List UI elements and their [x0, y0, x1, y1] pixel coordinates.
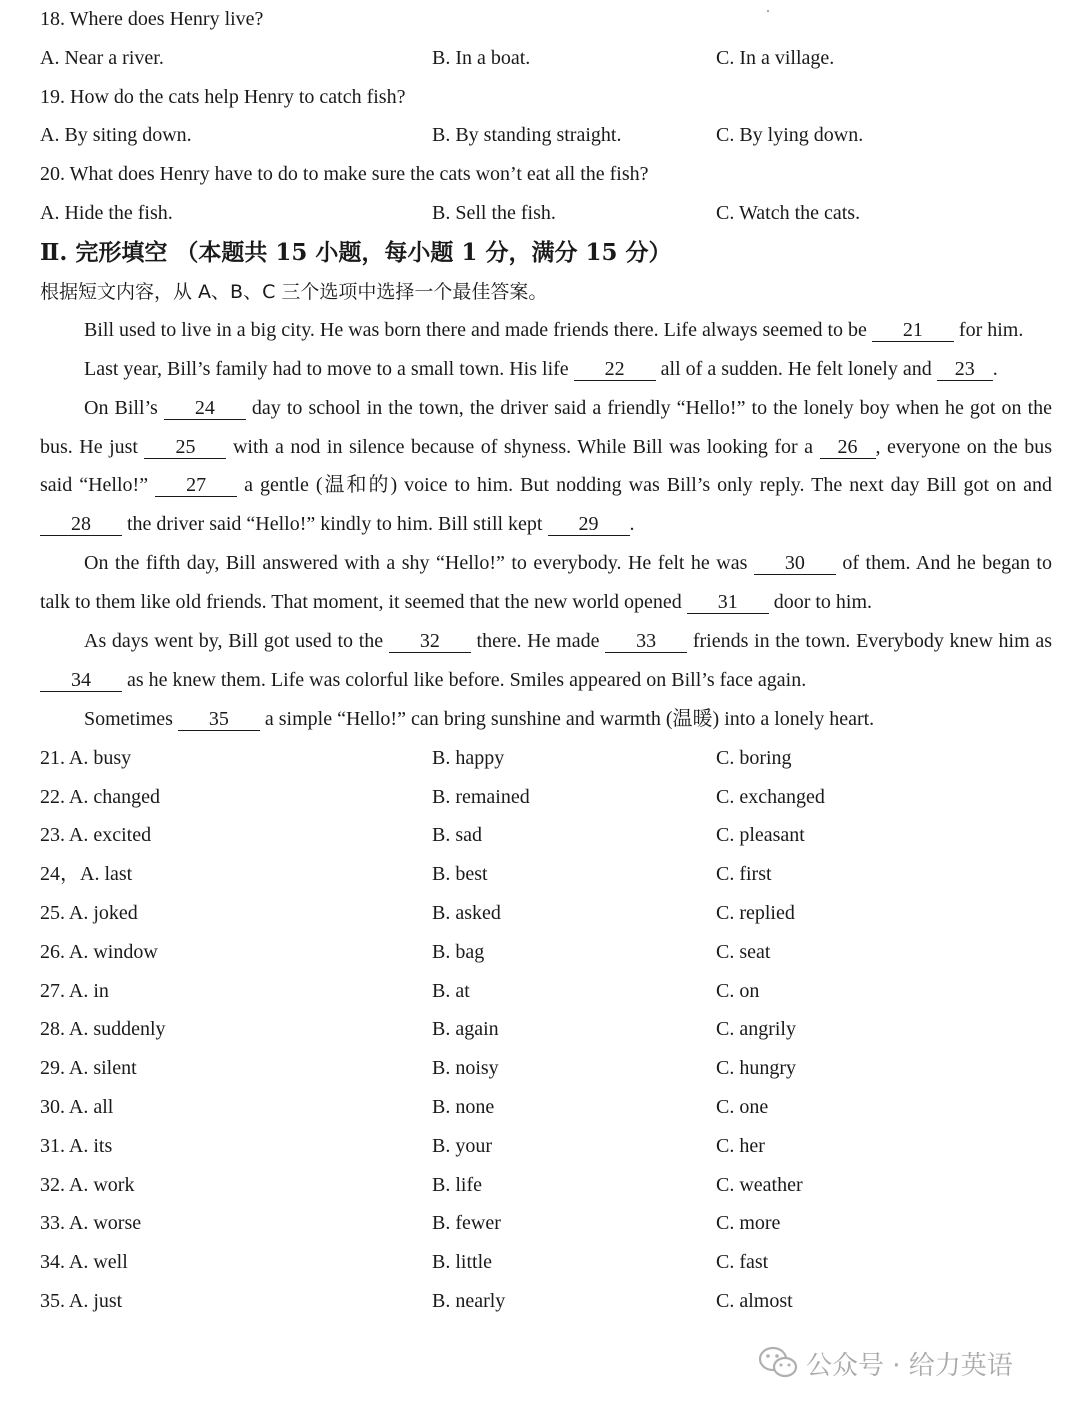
options-row: [40, 816, 1052, 855]
blank-21: 21: [872, 319, 954, 342]
option-c: C. seat: [716, 940, 771, 963]
option-a: 35. A. just: [40, 1289, 123, 1312]
option-c: C. angrily: [716, 1018, 796, 1041]
options-row: [40, 894, 1052, 933]
passage-text: day to school in the town, the driver said a friendly “Hello!” to the lonely boy when he got on the bus. He just: [40, 396, 1053, 458]
option-c: C. replied: [716, 901, 795, 924]
options-row: [40, 194, 1052, 233]
blank-24: 24: [164, 397, 246, 420]
passage-text: as he knew them. Life was colorful like before. Smiles appeared on Bill’s face again.: [122, 668, 807, 691]
blank-25: 25: [144, 436, 226, 459]
options-row: [40, 855, 1052, 894]
option-c: C. By lying down.: [716, 124, 864, 147]
options-row: [40, 933, 1052, 972]
options-row: [40, 1127, 1052, 1166]
section-title: Ⅱ. 完形填空 （本题共 15 小题，每小题 1 分，满分 15 分）: [40, 238, 672, 266]
option-a: A. Hide the fish.: [40, 201, 173, 224]
options-row: [40, 1010, 1052, 1049]
option-c: C. exchanged: [716, 785, 825, 808]
options-row: [40, 1243, 1052, 1282]
blank-28: 28: [40, 513, 122, 536]
option-a: A. Near a river.: [40, 46, 164, 69]
option-b: B. By standing straight.: [432, 124, 622, 147]
options-row: [40, 39, 1052, 78]
passage-text: As days went by, Bill got used to the: [84, 630, 389, 653]
options-row: [40, 778, 1052, 817]
question-stem: 20. What does Henry have to do to make sure the cats won’t eat all the fish?: [40, 163, 649, 186]
option-b: B. In a boat.: [432, 46, 531, 69]
listening-questions: [40, 0, 1052, 233]
passage-text: , everyone on the bus said “Hello!”: [40, 435, 1052, 497]
passage-text: Last year, Bill’s family had to move to a small town. His life: [84, 357, 574, 380]
option-a: 25. A. joked: [40, 901, 138, 924]
option-a: 31. A. its: [40, 1134, 113, 1157]
option-b: B. little: [432, 1251, 492, 1274]
option-a: 29. A. silent: [40, 1057, 137, 1080]
options-row: [40, 1282, 1052, 1321]
blank-29: 29: [548, 513, 630, 536]
passage-text: for him.: [953, 318, 1024, 341]
option-a: 21. A. busy: [40, 746, 132, 769]
wechat-icon: [758, 1346, 798, 1380]
blank-32: 32: [389, 630, 471, 653]
blank-23: 23: [937, 358, 993, 381]
passage-text: Sometimes: [84, 707, 178, 730]
options-row: [40, 116, 1052, 155]
option-a: 28. A. suddenly: [40, 1018, 166, 1041]
blank-31: 31: [687, 591, 769, 614]
option-b: B. life: [432, 1173, 482, 1196]
options-row: [40, 1049, 1052, 1088]
passage-paragraph: [40, 389, 1052, 545]
passage-text: door to him.: [768, 591, 873, 614]
watermark-text: 公众号 · 给力英语: [806, 1350, 1013, 1381]
options-row: [40, 739, 1052, 778]
watermark: [758, 1340, 1013, 1386]
blank-26: 26: [820, 436, 876, 459]
blank-35: 35: [178, 708, 260, 731]
option-b: B. Sell the fish.: [432, 201, 556, 224]
blank-22: 22: [574, 358, 656, 381]
question-stem: 19. How do the cats help Henry to catch fish?: [40, 85, 406, 108]
option-b: B. happy: [432, 746, 505, 769]
option-c: C. weather: [716, 1173, 803, 1196]
option-b: B. fewer: [432, 1212, 501, 1235]
options-row: [40, 972, 1052, 1011]
option-b: B. again: [432, 1018, 499, 1041]
passage-text: all of a sudden. He felt lonely and: [655, 357, 937, 380]
option-a: 34. A. well: [40, 1251, 128, 1274]
exam-page: [40, 0, 1052, 1321]
passage-paragraph: [40, 311, 1052, 350]
option-a: A. By siting down.: [40, 124, 192, 147]
passage-text: with a nod in silence because of shyness. While Bill was looking for a: [226, 435, 820, 458]
option-a: 32. A. work: [40, 1173, 135, 1196]
option-a: 22. A. changed: [40, 785, 160, 808]
option-a: 23. A. excited: [40, 824, 152, 847]
passage-text: On Bill’s: [84, 396, 164, 419]
blank-33: 33: [605, 630, 687, 653]
passage-paragraph: [40, 544, 1052, 622]
section-instruction: 根据短文内容，从 A、B、C 三个选项中选择一个最佳答案。: [40, 280, 548, 303]
passage-text: a simple “Hello!” can bring sunshine and warmth (温暖) into a lonely heart.: [259, 707, 875, 730]
option-b: B. sad: [432, 824, 482, 847]
passage-text: a gentle (温和的) voice to him. But nodding was Bill’s only reply. The next day Bill got on and: [237, 474, 1052, 497]
passage-paragraph: [40, 622, 1052, 700]
option-c: C. boring: [716, 746, 792, 769]
option-c: C. hungry: [716, 1057, 796, 1080]
option-b: B. nearly: [432, 1289, 506, 1312]
answer-options-list: [40, 739, 1052, 1321]
option-b: B. at: [432, 979, 470, 1002]
option-b: B. remained: [432, 785, 530, 808]
option-b: B. asked: [432, 901, 501, 924]
option-c: C. In a village.: [716, 46, 835, 69]
passage-text: .: [992, 357, 998, 380]
option-b: B. bag: [432, 940, 485, 963]
blank-34: 34: [40, 669, 122, 692]
option-c: C. fast: [716, 1251, 769, 1274]
cloze-passage: [40, 311, 1052, 739]
option-a: 26. A. window: [40, 940, 158, 963]
option-b: B. your: [432, 1134, 492, 1157]
option-b: B. best: [432, 863, 488, 886]
passage-text: On the fifth day, Bill answered with a shy “Hello!” to everybody. He felt he was: [84, 552, 754, 575]
option-b: B. none: [432, 1095, 495, 1118]
passage-text: of them. And he began to talk to them like old friends. That moment, it seemed that the new world opened: [40, 552, 1052, 614]
passage-paragraph: [40, 350, 1052, 389]
option-c: C. more: [716, 1212, 781, 1235]
option-c: C. almost: [716, 1289, 793, 1312]
blank-30: 30: [754, 552, 836, 575]
option-a: 33. A. worse: [40, 1212, 142, 1235]
option-a: 27. A. in: [40, 979, 109, 1002]
options-row: [40, 1166, 1052, 1205]
option-b: B. noisy: [432, 1057, 499, 1080]
option-c: C. her: [716, 1134, 765, 1157]
question-stem: 18. Where does Henry live?: [40, 8, 264, 30]
option-c: C. first: [716, 863, 772, 886]
passage-text: .: [629, 513, 635, 536]
blank-27: 27: [155, 474, 237, 497]
option-c: C. one: [716, 1095, 769, 1118]
passage-text: friends in the town. Everybody knew him as: [687, 630, 1053, 653]
passage-text: the driver said “Hello!” kindly to him. Bill still kept: [122, 513, 548, 536]
options-row: [40, 1204, 1052, 1243]
passage-text: there. He made: [470, 630, 606, 653]
option-a: 24，A. last: [40, 863, 133, 886]
option-a: 30. A. all: [40, 1095, 114, 1118]
option-c: C. on: [716, 979, 760, 1002]
options-row: [40, 1088, 1052, 1127]
option-c: C. pleasant: [716, 824, 805, 847]
option-c: C. Watch the cats.: [716, 201, 861, 224]
passage-paragraph: [40, 700, 1052, 739]
passage-text: Bill used to live in a big city. He was born there and made friends there. Life always seemed to be: [84, 318, 872, 341]
